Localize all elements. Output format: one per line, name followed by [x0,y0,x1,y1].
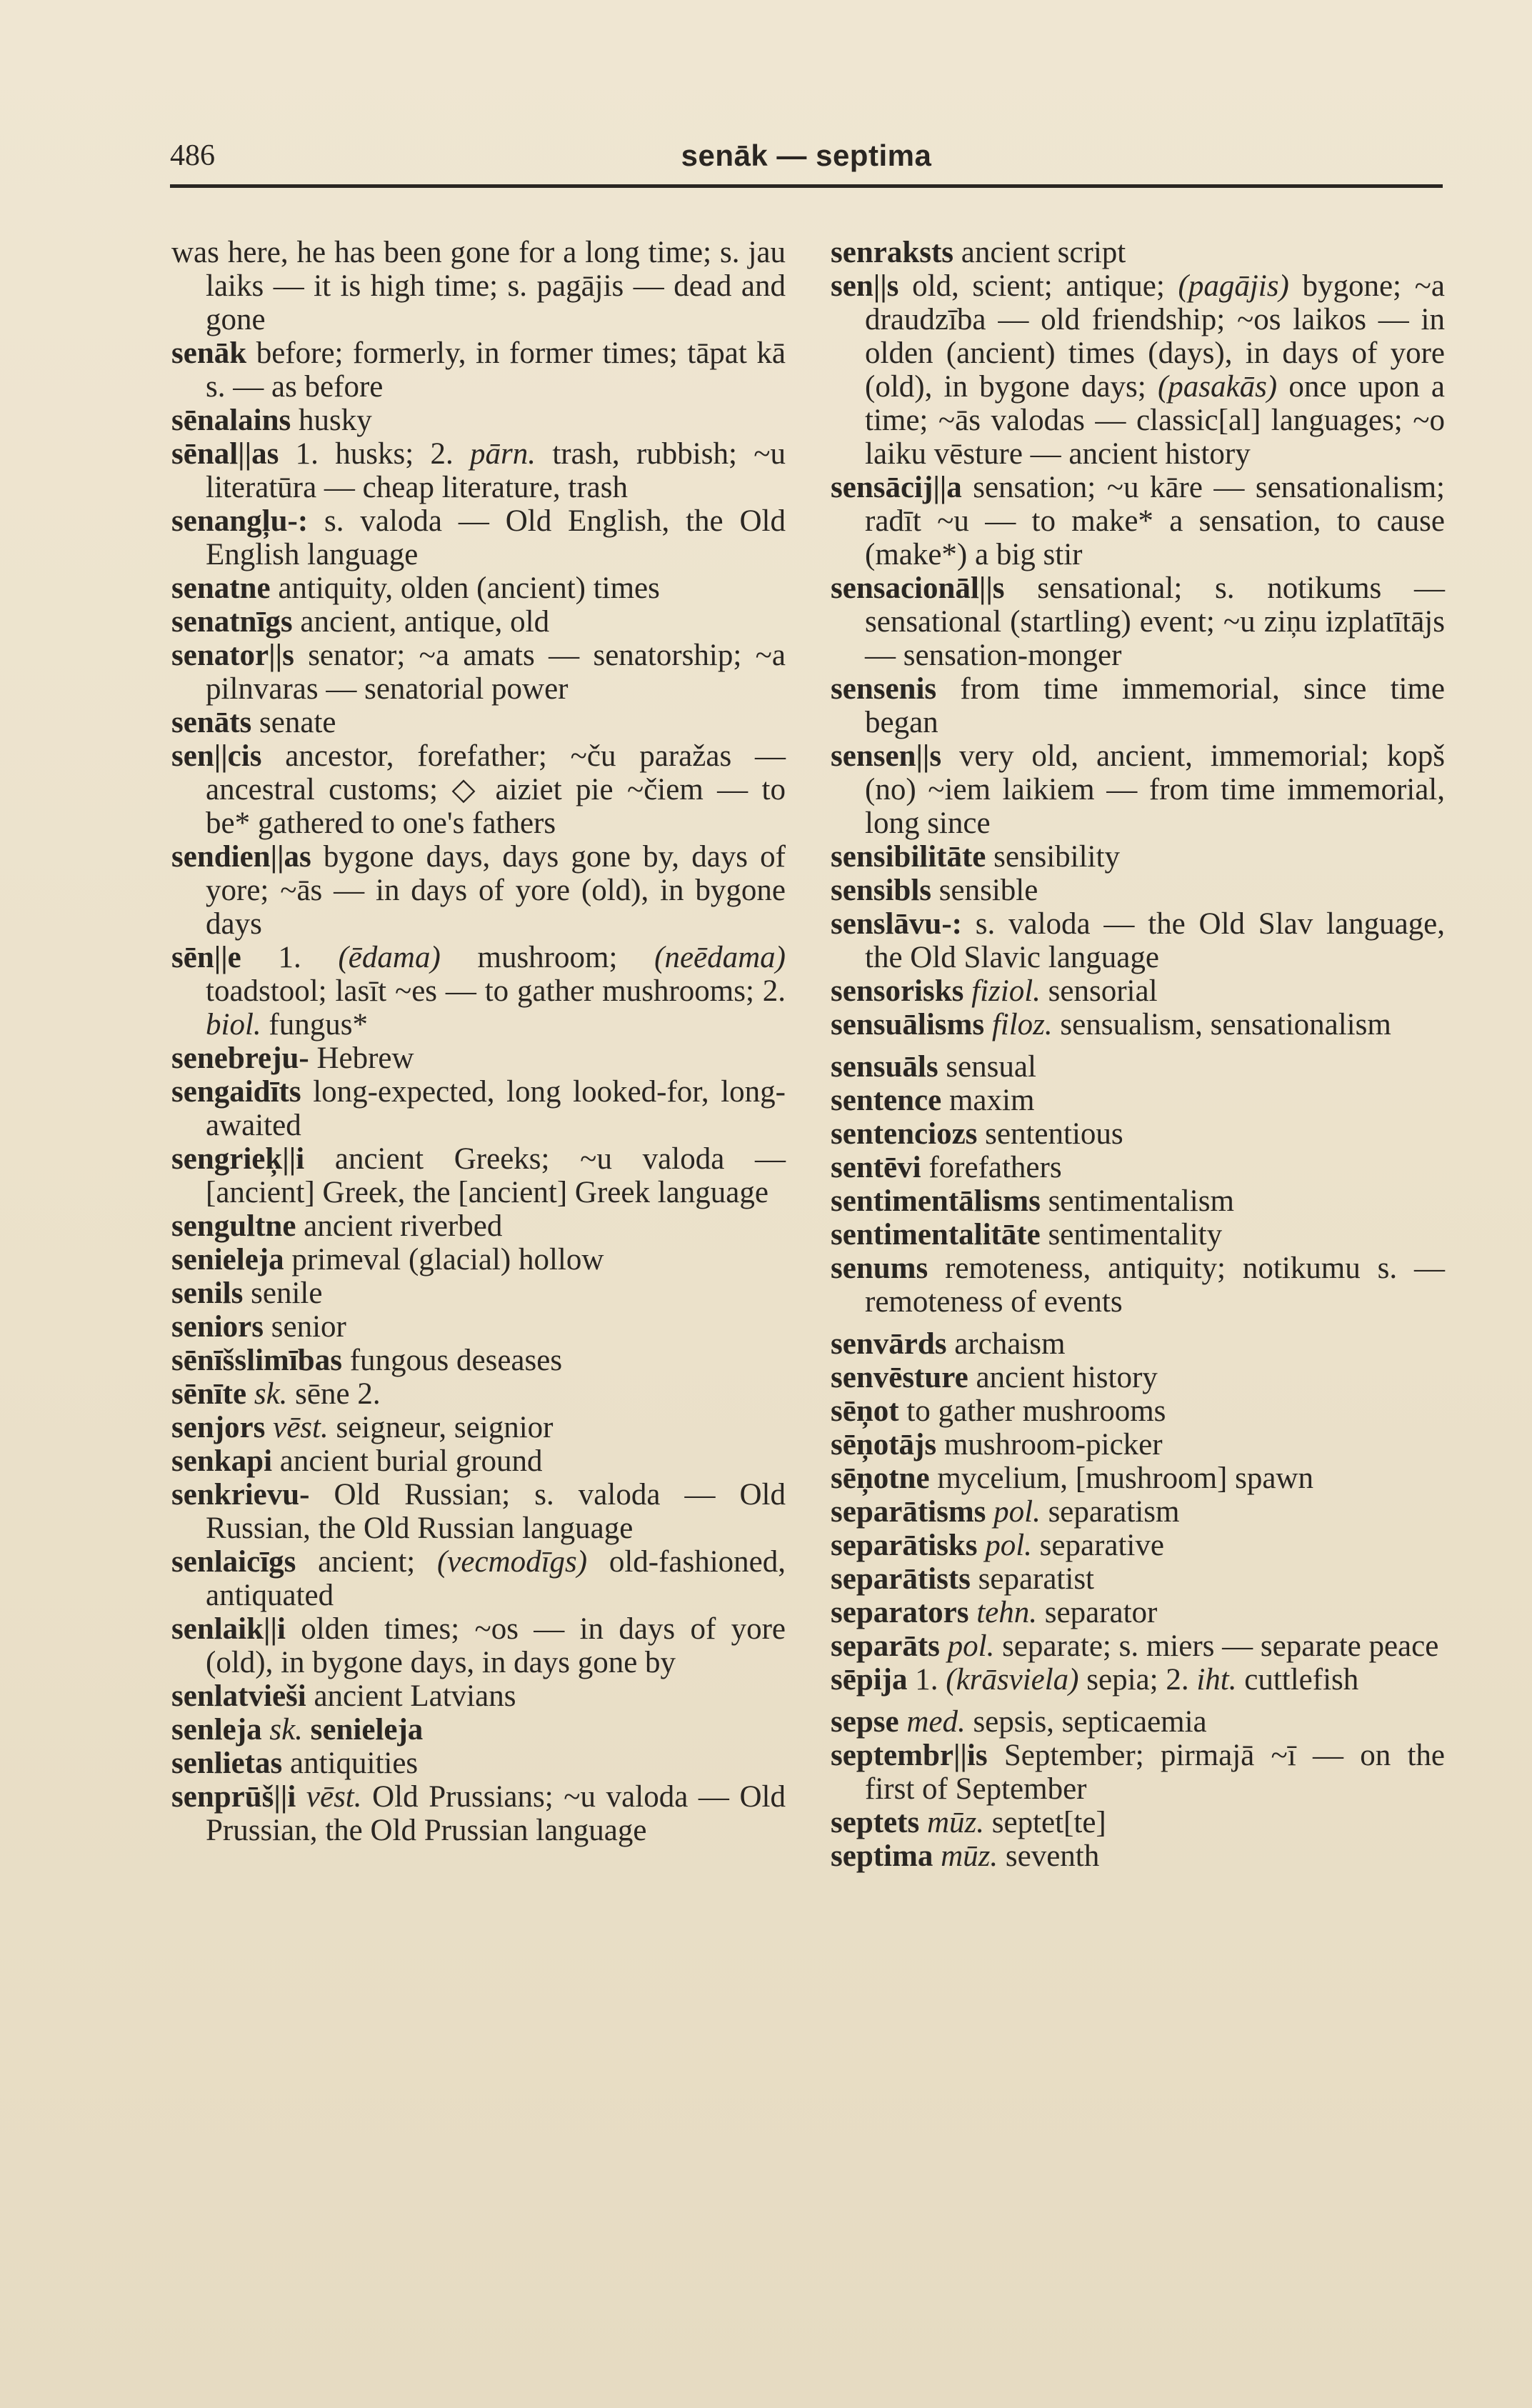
dictionary-entry [171,706,786,739]
dictionary-entry [171,941,786,1041]
usage-label: iht. [1196,1663,1237,1697]
dictionary-entry [171,1344,786,1377]
dictionary-entry [831,1008,1445,1041]
headword: septembr||is [831,1739,988,1772]
dictionary-entry [831,1705,1445,1739]
entry-text: bygone; ~a draudzība — old friendship; ~os laikos — in olden (ancient) times (days), in days of yore (old), in bygone days; [865,269,1446,404]
entry-text: fungous deseases [341,1344,563,1377]
dictionary-entry [171,1780,786,1847]
headword: senvārds [831,1327,947,1361]
entry-text: ancient Greeks; ~u valoda — [ancient] Greek, the [ancient] Greek language [206,1142,786,1209]
entry-text: ancient Latvians [306,1679,516,1713]
headword: senraksts [831,236,954,269]
dictionary-entry [831,1252,1445,1319]
dictionary-entry [831,1184,1445,1218]
dictionary-entry [171,1209,786,1243]
usage-label: fiziol. [971,974,1041,1008]
entry-text [246,1377,254,1411]
dictionary-entry [831,236,1445,269]
headword: sēnalains [171,404,291,437]
dictionary-entry [831,1663,1445,1697]
headword: separātisms [831,1495,986,1529]
header-rule [170,184,1443,188]
dictionary-entry [171,236,786,336]
dictionary-entry [171,1142,786,1209]
dictionary-entry [171,1545,786,1612]
entry-text [265,1411,273,1444]
entry-text: mycelium, [mushroom] spawn [929,1462,1313,1495]
entry-text: fungus* [261,1008,368,1041]
headword: sēpija [831,1663,908,1697]
dictionary-entry [831,1327,1445,1361]
usage-label: pārn. [470,437,536,471]
dictionary-entry [831,1050,1445,1084]
headword: senator||s [171,639,294,672]
entry-text: senate [251,706,336,739]
entry-text: maxim [941,1084,1035,1117]
headword: sengaidīts [171,1075,301,1109]
headword: sensen||s [831,739,942,773]
dictionary-entry [831,1084,1445,1117]
headword: senlatvieši [171,1679,306,1713]
headword: senleja [171,1713,262,1747]
dictionary-entry [171,1377,786,1411]
entry-text: 1. husks; 2. [279,437,471,471]
headword: sēn||e [171,941,241,974]
dictionary-entry [831,1428,1445,1462]
dictionary-entry [171,1243,786,1277]
entry-text [899,1705,907,1739]
dictionary-entry [171,404,786,437]
headword: sensenis [831,672,937,706]
dictionary-entry [831,1218,1445,1252]
usage-label: med. [906,1705,966,1739]
entry-text: senile [243,1277,323,1310]
headword: senprūš||i [171,1780,296,1814]
headword: sēņotājs [831,1428,937,1462]
headword: sentenciozs [831,1117,978,1151]
entry-text: once upon a time; ~ās valodas — classic[al] languages; ~o laiku vēsture — ancient history [865,370,1445,471]
entry-text: was here, he has been gone for a long time; s. jau laiks — it is high time; s. pagājis — dead and gone [171,236,786,336]
entry-text: archaism [946,1327,1066,1361]
entry-text [986,1495,993,1529]
headword: sentimentalitāte [831,1218,1041,1252]
entry-text: separatist [970,1562,1095,1596]
usage-label: (krāsviela) [946,1663,1079,1697]
entry-text: ancestor, forefather; ~ču paražas — ancestral customs; ◇ aiziet pie ~čiem — to be* gathered to one's fathers [206,739,786,840]
headword: senatnīgs [171,605,293,639]
headword: sentimentālisms [831,1184,1041,1218]
headword: senvēsture [831,1361,968,1394]
dictionary-entry [831,571,1445,672]
headword: separators [831,1596,969,1629]
headword: senums [831,1252,928,1285]
usage-label: biol. [206,1008,261,1041]
headword: senils [171,1277,244,1310]
headword: sengrieķ||i [171,1142,305,1176]
usage-label: (vecmodīgs) [436,1545,588,1579]
headword: senjors [171,1411,266,1444]
dictionary-entry [831,1806,1445,1839]
headword: separātists [831,1562,971,1596]
entry-text: seigneur, seignior [328,1411,554,1444]
headword-reference: senieleja [302,1713,424,1747]
dictionary-entry [171,1310,786,1344]
entry-text: olden times; ~os — in days of yore (old), in bygone days, in days gone by [206,1612,786,1679]
entry-text: sensorial [1040,974,1158,1008]
dictionary-entry [171,571,786,605]
dictionary-entry [831,1462,1445,1495]
headword: separāts [831,1629,940,1663]
entry-text [977,1529,985,1562]
headword: sendien||as [171,840,311,874]
dictionary-entry [831,1117,1445,1151]
entry-text: toadstool; lasīt ~es — to gather mushrooms; 2. [206,974,786,1008]
entry-text: antiquity, olden (ancient) times [270,571,660,605]
headword: senangļu-: [171,504,309,538]
headword: sepse [831,1705,899,1739]
usage-label: mūz. [926,1806,984,1839]
headword: senieleja [171,1243,284,1277]
entry-text: ancient script [953,236,1126,269]
dictionary-entry [171,840,786,941]
dictionary-entry [831,1739,1445,1806]
usage-label: tehn. [976,1596,1038,1629]
entry-text: septet[te] [984,1806,1106,1839]
headword: sēņotne [831,1462,930,1495]
entry-text: from time immemorial, since time began [865,672,1445,739]
usage-label: sk. [254,1377,288,1411]
headword: sensibilitāte [831,840,986,874]
dictionary-entry [171,504,786,571]
headword: senslāvu-: [831,907,962,941]
entry-text: sensibility [986,840,1120,874]
dictionary-entry [171,1612,786,1679]
entry-text: Old Prussians; ~u valoda — Old Prussian, the Old Prussian language [206,1780,786,1847]
entry-text: mushroom-picker [936,1428,1163,1462]
headword: sensuālisms [831,1008,985,1041]
dictionary-entry [831,1629,1445,1663]
usage-label: (neēdama) [654,941,786,974]
usage-label: sk. [269,1713,303,1747]
entry-text: sensation; ~u kāre — sensationalism; radīt ~u — to make* a sensation, to cause (make*) a big stir [865,471,1445,571]
entry-text: separator [1037,1596,1158,1629]
dictionary-entry [171,437,786,504]
entry-text: ancient history [968,1361,1158,1394]
headword: sen||cis [171,739,262,773]
dictionary-entry [831,1394,1445,1428]
headword: senāts [171,706,252,739]
entry-text: sensualism, sensationalism [1052,1008,1391,1041]
entry-text: primeval (glacial) hollow [284,1243,604,1277]
entry-text [963,974,971,1008]
headword: sensibls [831,874,932,907]
entry-text: ancient, antique, old [292,605,550,639]
dictionary-entry [831,840,1445,874]
dictionary-entry [831,1596,1445,1629]
entry-text: sensible [931,874,1038,907]
headword: sēnal||as [171,437,279,471]
headword: senāk [171,336,247,370]
entry-text: sentimentality [1040,1218,1223,1252]
entry-text: 1. [241,941,339,974]
dictionary-entry [831,974,1445,1008]
entry-text: mushroom; [440,941,655,974]
page-number: 486 [170,139,215,172]
page-title: senāk — septima [681,139,932,172]
dictionary-entry [171,1444,786,1478]
headword: sēņot [831,1394,899,1428]
headword: septets [831,1806,920,1839]
entry-text: sēne 2. [287,1377,381,1411]
headword: senebreju- [171,1041,309,1075]
entry-text [968,1596,976,1629]
headword: sensacionāl||s [831,571,1005,605]
entry-text: sensational; s. notikums — sensational (startling) event; ~u ziņu izplatītājs — sensation-monger [865,571,1445,672]
dictionary-entry [831,874,1445,907]
usage-label: (ēdama) [338,941,441,974]
dictionary-entry [831,1529,1445,1562]
headword: sentēvi [831,1151,921,1184]
entry-text: bygone days, days gone by, days of yore; ~ās — in days of yore (old), in bygone days [206,840,786,941]
dictionary-entry [831,739,1445,840]
dictionary-entry [171,1478,786,1545]
entry-text: s. valoda — Old English, the Old English language [206,504,786,571]
entry-text: old-fashioned, antiquated [206,1545,786,1612]
entry-text: separate; s. miers — separate peace [994,1629,1439,1663]
headword: sēnīšslimības [171,1344,342,1377]
headword: separātisks [831,1529,978,1562]
entry-text: old, scient; antique; [898,269,1178,303]
entry-text: husky [291,404,372,437]
entry-text [933,1839,941,1873]
entry-text: senior [264,1310,346,1344]
headword: septima [831,1839,933,1873]
entry-text: cuttlefish [1236,1663,1359,1697]
dictionary-entry [171,605,786,639]
entry-text: seventh [998,1839,1100,1873]
usage-label: vēst. [273,1411,329,1444]
dictionary-entry [831,1562,1445,1596]
entry-text: sensual [938,1050,1036,1084]
right-column [831,236,1445,1873]
entry-text: forefathers [921,1151,1062,1184]
headword: sen||s [831,269,899,303]
entry-text: separative [1031,1529,1164,1562]
entry-text [296,1780,306,1814]
entry-text: sententious [977,1117,1123,1151]
dictionary-entry [831,1839,1445,1873]
headword: sēnīte [171,1377,247,1411]
dictionary-entry [831,269,1445,471]
entry-text: antiquities [282,1747,419,1780]
headword: senlaik||i [171,1612,286,1646]
dictionary-entry [171,1679,786,1713]
dictionary-entry [171,336,786,404]
dictionary-entry [171,1713,786,1747]
entry-text [262,1713,270,1747]
headword: sensācij||a [831,471,962,504]
dictionary-entry [831,1151,1445,1184]
headword: seniors [171,1310,264,1344]
usage-label: mūz. [941,1839,998,1873]
entry-text [984,1008,992,1041]
dictionary-entry [171,1041,786,1075]
entry-text: senator; ~a amats — senatorship; ~a pilnvaras — senatorial power [206,639,786,706]
entry-text: Hebrew [309,1041,414,1075]
usage-label: (pagājis) [1178,269,1289,303]
usage-label: (pasakās) [1157,370,1278,404]
dictionary-entry [831,672,1445,739]
usage-label: vēst. [306,1780,362,1814]
headword: sensuāls [831,1050,938,1084]
entry-text: 1. [907,1663,946,1697]
entry-text: separatism [1040,1495,1180,1529]
entry-text: remoteness, antiquity; notikumu s. — remoteness of events [865,1252,1445,1319]
headword: senlaicīgs [171,1545,296,1579]
dictionary-entry [831,471,1445,571]
usage-label: pol. [947,1629,995,1663]
entry-text: trash, rubbish; ~u literatūra — cheap literature, trash [206,437,786,504]
dictionary-entry [171,639,786,706]
dictionary-entry [171,739,786,840]
entry-text: s. valoda — the Old Slav language, the Old Slavic language [865,907,1445,974]
dictionary-entry [171,1075,786,1142]
entry-text: sepia; 2. [1078,1663,1197,1697]
entry-text [919,1806,927,1839]
left-column [171,236,786,1847]
headword: senatne [171,571,271,605]
headword: senlietas [171,1747,283,1780]
dictionary-entry [831,1495,1445,1529]
dictionary-entry [171,1277,786,1310]
headword: sentence [831,1084,942,1117]
headword: sengultne [171,1209,296,1243]
dictionary-entry [831,907,1445,974]
entry-text: sentimentalism [1040,1184,1234,1218]
entry-text: sepsis, septicaemia [965,1705,1207,1739]
headword: senkapi [171,1444,273,1478]
dictionary-entry [171,1411,786,1444]
usage-label: pol. [985,1529,1032,1562]
entry-text: before; formerly, in former times; tāpat kā s. — as before [206,336,786,404]
entry-text [940,1629,948,1663]
entry-text: ancient riverbed [296,1209,503,1243]
running-head [170,136,1443,186]
entry-text: ancient; [296,1545,437,1579]
dictionary-entry [831,1361,1445,1394]
entry-text: to gather mushrooms [898,1394,1166,1428]
usage-label: filoz. [991,1008,1053,1041]
entry-text: long-expected, long looked-for, long-awaited [206,1075,786,1142]
entry-text: ancient burial ground [272,1444,543,1478]
entry-text: Old Russian; s. valoda — Old Russian, the Old Russian language [206,1478,786,1545]
entry-text: very old, ancient, immemorial; kopš (no) ~iem laikiem — from time immemorial, long since [865,739,1445,840]
entry-text: September; pirmajā ~ī — on the first of September [865,1739,1445,1806]
headword: senkrievu- [171,1478,310,1512]
usage-label: pol. [993,1495,1041,1529]
dictionary-entry [171,1747,786,1780]
headword: sensorisks [831,974,964,1008]
